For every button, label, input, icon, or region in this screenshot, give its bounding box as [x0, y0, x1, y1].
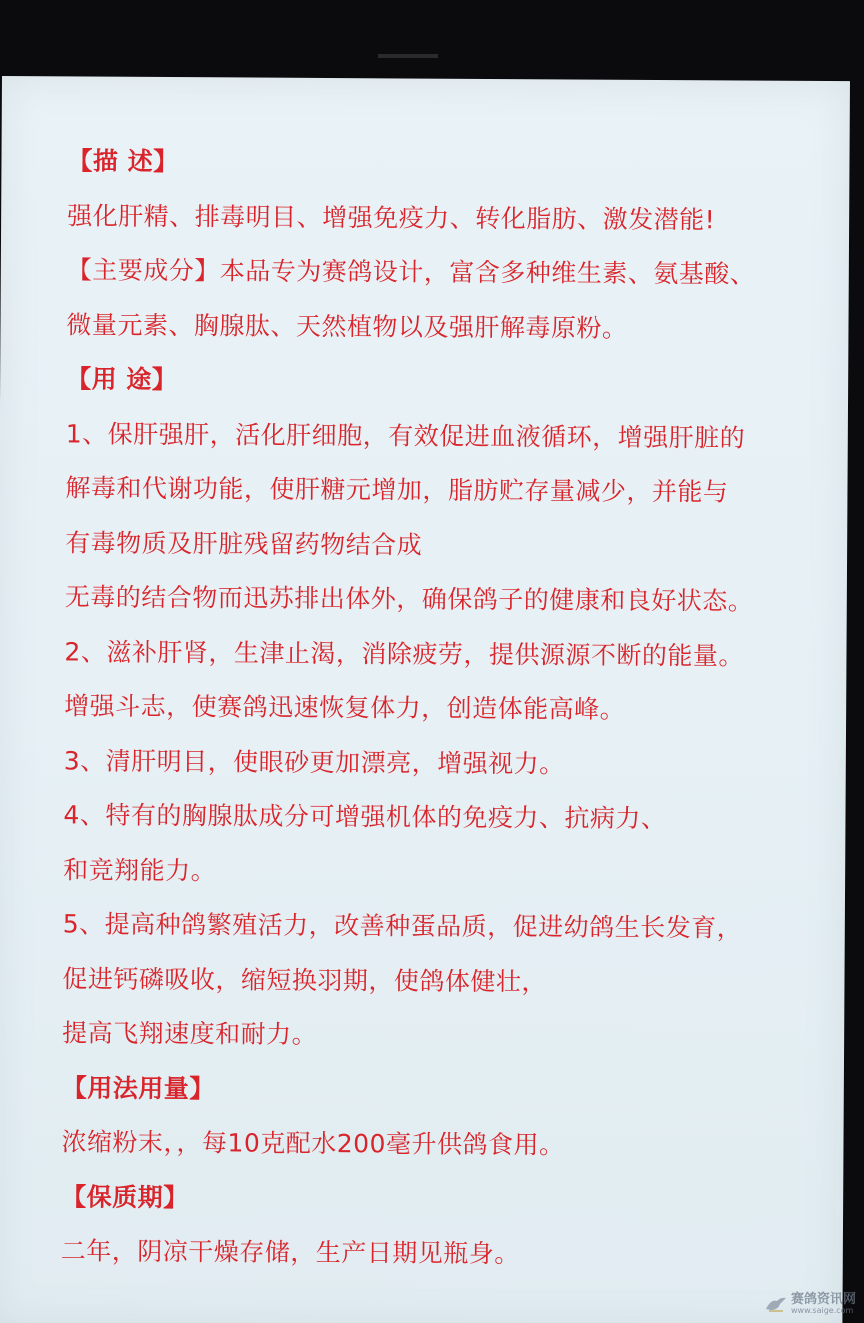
body-line: 无毒的结合物而迅苏排出体外，确保鸽子的健康和良好状态。: [64, 582, 754, 616]
card-content: [61, 134, 828, 1283]
watermark-title: 赛鸽资讯网: [790, 1291, 856, 1307]
body-line: 促进钙磷吸收，缩短换羽期，使鸽体健壮，: [62, 963, 548, 996]
body-line: 有毒物质及肝脏残留药物结合成: [65, 527, 423, 560]
body-line: 2、滋补肝肾，生津止渴，消除疲劳，提供源源不断的能量。: [64, 636, 744, 671]
body-line: 强化肝精、排毒明目、增强免疫力、转化脂肪、激发潜能!: [67, 200, 716, 234]
section-heading: 【用法用量】: [61, 1072, 215, 1103]
pigeon-logo-icon: [765, 1295, 787, 1313]
section-heading: 【保质期】: [61, 1181, 189, 1212]
body-line: 1、保肝强肝，活化肝细胞，有效促进血液循环，增强肝脏的: [65, 418, 746, 453]
top-edge-mark: [378, 54, 438, 58]
watermark: [765, 1293, 856, 1315]
body-line: 提高飞翔速度和耐力。: [62, 1018, 318, 1049]
watermark-url: www.saige.com: [790, 1305, 854, 1315]
instruction-card: [0, 76, 850, 1323]
body-line: 微量元素、胸腺肽、天然植物以及强肝解毒原粉。: [66, 309, 628, 343]
body-line: 3、清肝明目，使眼砂更加漂亮，增强视力。: [63, 745, 565, 778]
body-line: 4、特有的胸腺肽成分可增强机体的免疫力、抗病力、: [63, 800, 667, 834]
body-line: 【主要成分】本品专为赛鸽设计，富含多种维生素、氨基酸、: [66, 255, 756, 289]
body-line: 浓缩粉末，，每10克配水200毫升供鸽食用。: [61, 1127, 565, 1160]
section-heading: 【描 述】: [67, 146, 179, 177]
body-line: 二年，阴凉干燥存储，生产日期见瓶身。: [60, 1236, 520, 1269]
section-heading: 【用 途】: [66, 364, 178, 395]
body-line: 和竞翔能力。: [63, 854, 217, 885]
body-line: 5、提高种鸽繁殖活力，改善种蛋品质，促进幼鸽生长发育，: [62, 909, 743, 943]
body-line: 解毒和代谢功能，使肝糖元增加，脂肪贮存量减少，并能与: [65, 473, 729, 507]
watermark-text: [791, 1293, 856, 1315]
body-line: 增强斗志，使赛鸽迅速恢复体力，创造体能高峰。: [64, 691, 626, 724]
